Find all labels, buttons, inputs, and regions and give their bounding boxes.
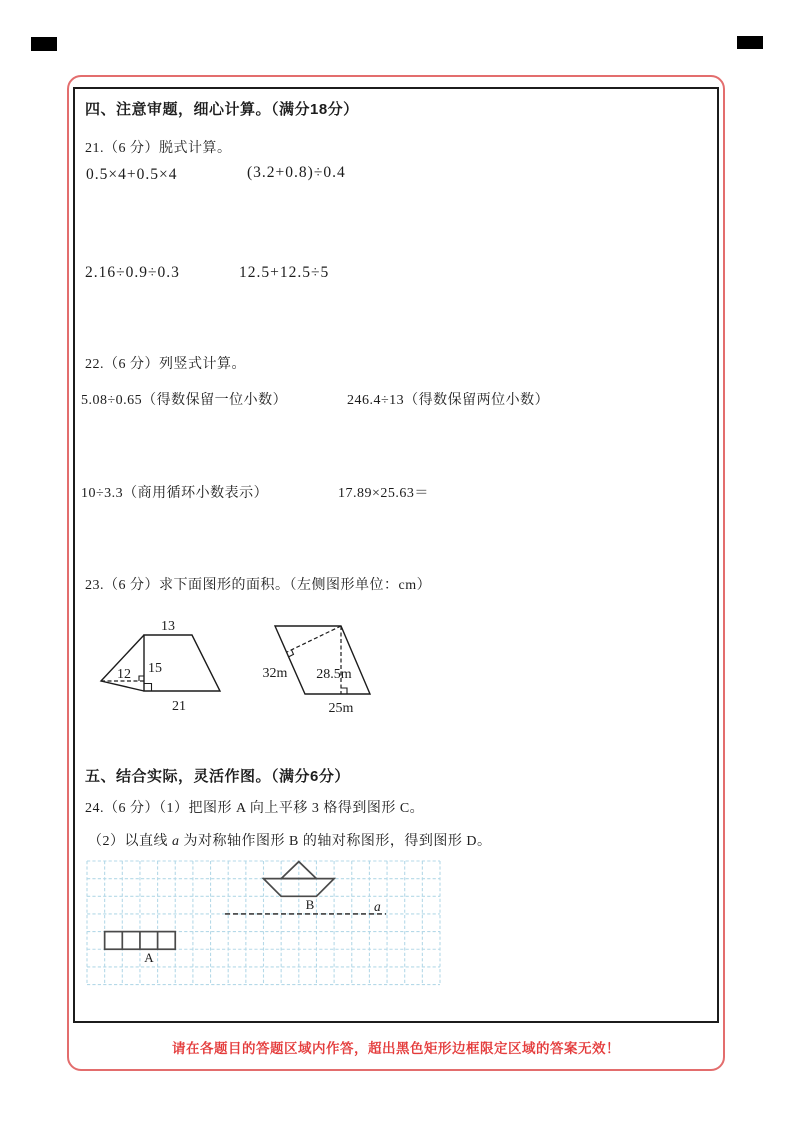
q21-expression-2: (3.2+0.8)÷0.4 [247, 164, 346, 181]
section5-title: 五、结合实际，灵活作图。（满分6分） [85, 768, 350, 785]
q24-drawing-grid[interactable] [87, 861, 441, 986]
grid-label-a-figure: A [144, 950, 154, 965]
q22-item-2: 246.4÷13（得数保留两位小数） [347, 393, 550, 408]
section4-title: 四、注意审题，细心计算。（满分18分） [85, 101, 359, 118]
q21-expression-4: 12.5+12.5÷5 [239, 264, 330, 281]
q23-right-figure [263, 626, 370, 716]
grid-figure-a [105, 932, 176, 950]
q24-line2-post: 为对称轴作图形 B 的轴对称图形，得到图形 D。 [179, 834, 492, 849]
q22-label: 22.（6 分）列竖式计算。 [85, 357, 246, 372]
answer-area-warning-text: 请在各题目的答题区域内作答，超出黑色矩形边框限定区域的答案无效！ [172, 1041, 620, 1056]
q21-label: 21.（6 分）脱式计算。 [85, 141, 232, 156]
q23-figures [90, 612, 400, 724]
q23-left-label-height: 15 [148, 661, 162, 676]
q23-right-label-side: 32m [262, 666, 288, 681]
q21-expression-1: 0.5×4+0.5×4 [86, 166, 178, 183]
q23-right-label-bottom: 25m [328, 701, 354, 716]
q23-left-label-top: 13 [161, 619, 175, 634]
corner-mark-right [737, 36, 763, 49]
q24-line1: 24.（6 分）（1）把图形 A 向上平移 3 格得到图形 C。 [85, 801, 425, 816]
grid-label-axis-a: a [374, 899, 381, 914]
q22-item-1: 5.08÷0.65（得数保留一位小数） [81, 393, 288, 408]
q23-left-label-dashed: 12 [117, 667, 131, 682]
grid-label-b-figure: B [305, 897, 315, 912]
q24-line2-pre: （2）以直线 [88, 834, 172, 849]
q23-label: 23.（6 分）求下面图形的面积。（左侧图形单位：cm） [85, 578, 432, 593]
q24-line2 [88, 830, 491, 850]
q23-right-label-height: 28.5m [316, 667, 352, 682]
q23-left-figure [101, 619, 220, 714]
q21-expression-3: 2.16÷0.9÷0.3 [85, 264, 180, 281]
q22-item-3: 10÷3.3（商用循环小数表示） [81, 486, 269, 501]
corner-mark-left [31, 37, 57, 51]
q24-line2-axis-name: a [172, 834, 180, 849]
q23-left-label-bottom: 21 [172, 699, 186, 714]
q22-item-4: 17.89×25.63＝ [338, 486, 429, 501]
